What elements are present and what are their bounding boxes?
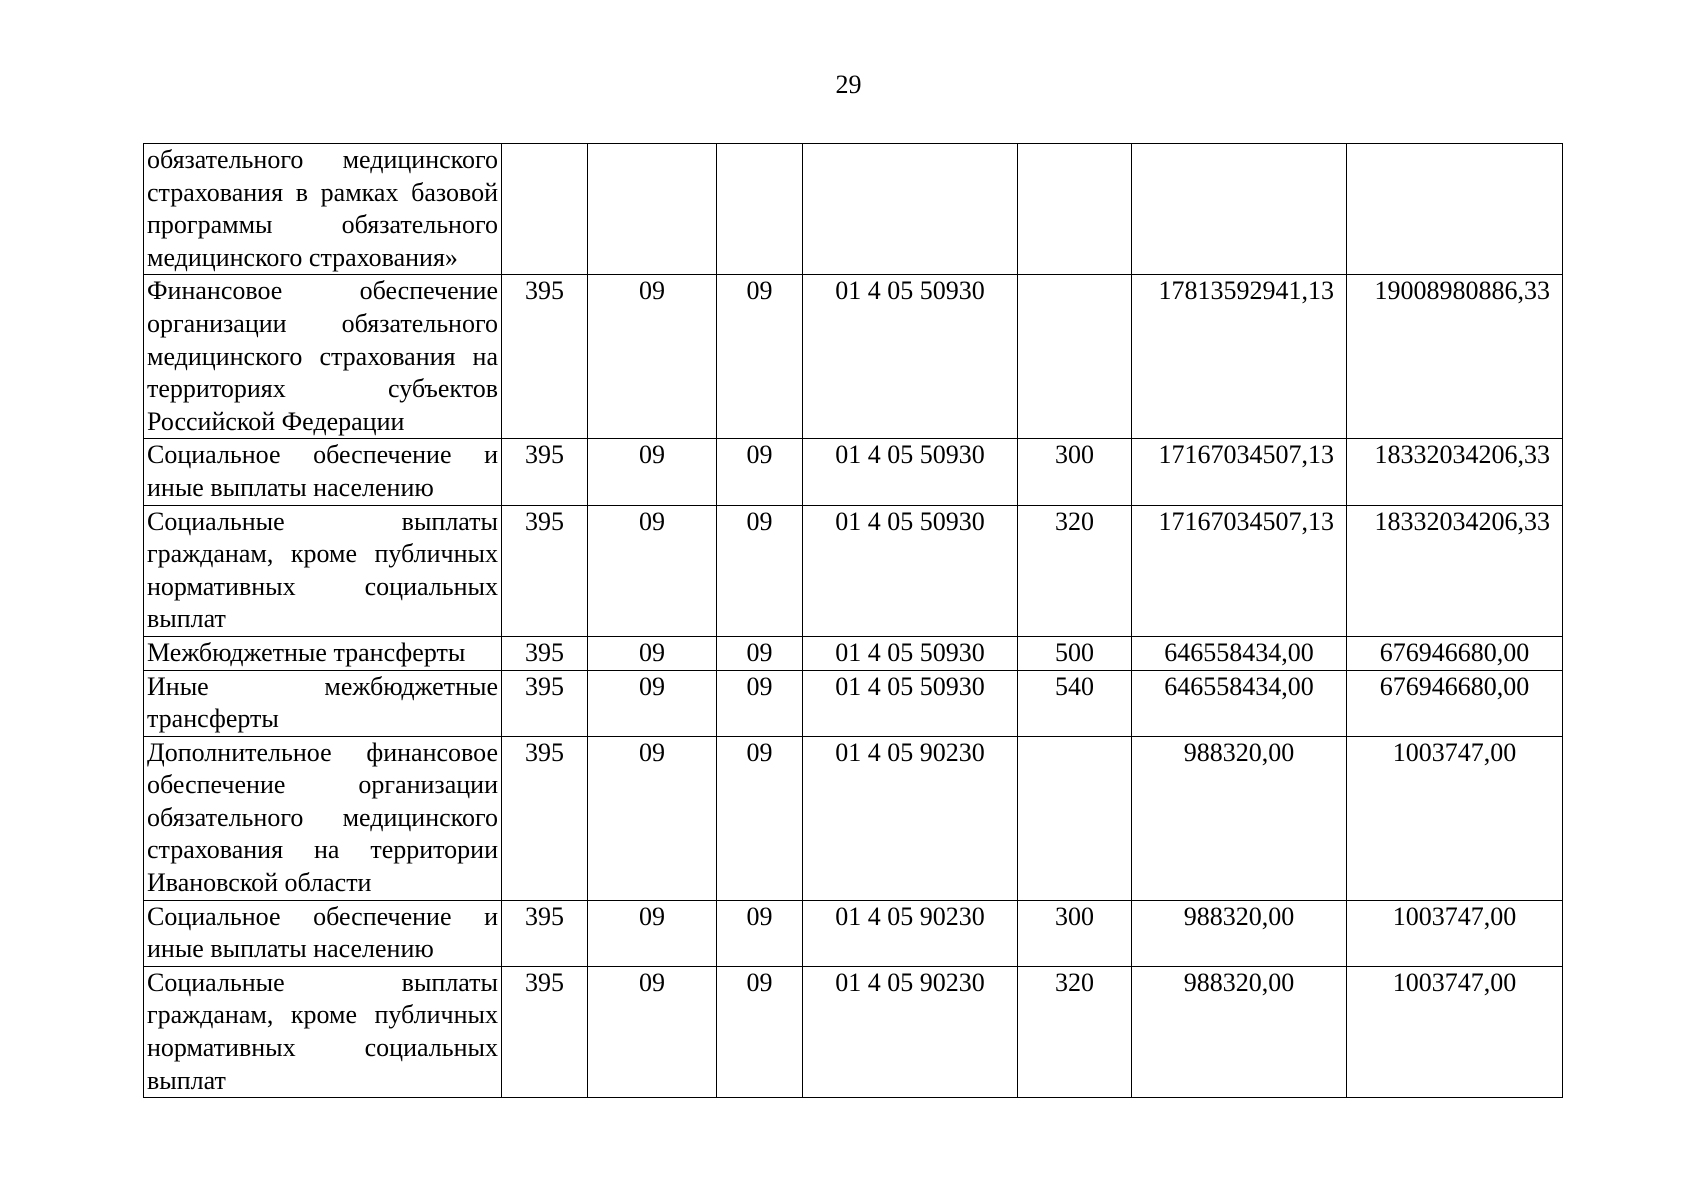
row-code: 395	[502, 670, 588, 736]
row-expense-type	[1018, 144, 1132, 275]
row-target: 01 4 05 90230	[803, 736, 1018, 900]
row-section: 09	[588, 966, 717, 1097]
row-expense-type: 300	[1018, 439, 1132, 505]
row-subsection: 09	[717, 900, 803, 966]
row-amount-2: 1003747,00	[1347, 736, 1563, 900]
table-row	[144, 505, 1563, 636]
row-code	[502, 144, 588, 275]
row-code: 395	[502, 439, 588, 505]
row-target: 01 4 05 50930	[803, 439, 1018, 505]
row-target: 01 4 05 50930	[803, 670, 1018, 736]
table-row	[144, 900, 1563, 966]
row-subsection	[717, 144, 803, 275]
row-code: 395	[502, 966, 588, 1097]
row-target: 01 4 05 90230	[803, 966, 1018, 1097]
row-section: 09	[588, 670, 717, 736]
row-amount-1: 646558434,00	[1132, 670, 1347, 736]
row-code: 395	[502, 636, 588, 670]
row-name: Дополнительное финансовое обеспечение организации обязательного медицинского страхования на территории Ивановской области	[144, 736, 502, 900]
row-subsection: 09	[717, 505, 803, 636]
row-name: Социальные выплаты гражданам, кроме публичных нормативных социальных выплат	[144, 505, 502, 636]
row-target: 01 4 05 50930	[803, 636, 1018, 670]
row-section: 09	[588, 439, 717, 505]
row-amount-2: 1003747,00	[1347, 900, 1563, 966]
table-row	[144, 636, 1563, 670]
row-amount-1: 17813592941,13	[1132, 275, 1347, 439]
row-amount-2: 676946680,00	[1347, 636, 1563, 670]
row-amount-2: 18332034206,33	[1347, 505, 1563, 636]
row-target	[803, 144, 1018, 275]
row-expense-type	[1018, 275, 1132, 439]
row-expense-type	[1018, 736, 1132, 900]
row-expense-type: 320	[1018, 966, 1132, 1097]
row-name: Межбюджетные трансферты	[144, 636, 502, 670]
table-row	[144, 670, 1563, 736]
row-name: Социальное обеспечение и иные выплаты населению	[144, 900, 502, 966]
row-name: Социальное обеспечение и иные выплаты населению	[144, 439, 502, 505]
row-name: Финансовое обеспечение организации обязательного медицинского страхования на территориях субъектов Российской Федерации	[144, 275, 502, 439]
row-amount-1: 17167034507,13	[1132, 439, 1347, 505]
row-amount-1: 17167034507,13	[1132, 505, 1347, 636]
row-code: 395	[502, 505, 588, 636]
row-subsection: 09	[717, 439, 803, 505]
row-name: Иные межбюджетные трансферты	[144, 670, 502, 736]
row-amount-2: 1003747,00	[1347, 966, 1563, 1097]
table-row	[144, 275, 1563, 439]
budget-table	[143, 143, 1563, 1098]
table-row	[144, 966, 1563, 1097]
row-expense-type: 320	[1018, 505, 1132, 636]
table-row	[144, 144, 1563, 275]
row-amount-1	[1132, 144, 1347, 275]
row-subsection: 09	[717, 966, 803, 1097]
row-amount-2: 19008980886,33	[1347, 275, 1563, 439]
row-amount-2: 18332034206,33	[1347, 439, 1563, 505]
row-code: 395	[502, 275, 588, 439]
row-name: обязательного медицинского страхования в рамках базовой программы обязательного медицинского страхования»	[144, 144, 502, 275]
row-amount-2: 676946680,00	[1347, 670, 1563, 736]
row-section	[588, 144, 717, 275]
row-amount-1: 646558434,00	[1132, 636, 1347, 670]
row-subsection: 09	[717, 275, 803, 439]
row-section: 09	[588, 636, 717, 670]
row-section: 09	[588, 736, 717, 900]
row-target: 01 4 05 50930	[803, 505, 1018, 636]
table-row	[144, 736, 1563, 900]
row-code: 395	[502, 736, 588, 900]
row-section: 09	[588, 275, 717, 439]
row-name: Социальные выплаты гражданам, кроме публичных нормативных социальных выплат	[144, 966, 502, 1097]
row-amount-1: 988320,00	[1132, 900, 1347, 966]
row-section: 09	[588, 900, 717, 966]
row-code: 395	[502, 900, 588, 966]
page-number: 29	[835, 70, 862, 99]
row-subsection: 09	[717, 636, 803, 670]
row-expense-type: 500	[1018, 636, 1132, 670]
row-section: 09	[588, 505, 717, 636]
row-subsection: 09	[717, 670, 803, 736]
row-target: 01 4 05 50930	[803, 275, 1018, 439]
table-row	[144, 439, 1563, 505]
row-target: 01 4 05 90230	[803, 900, 1018, 966]
row-expense-type: 300	[1018, 900, 1132, 966]
row-expense-type: 540	[1018, 670, 1132, 736]
row-subsection: 09	[717, 736, 803, 900]
row-amount-2	[1347, 144, 1563, 275]
row-amount-1: 988320,00	[1132, 966, 1347, 1097]
row-amount-1: 988320,00	[1132, 736, 1347, 900]
